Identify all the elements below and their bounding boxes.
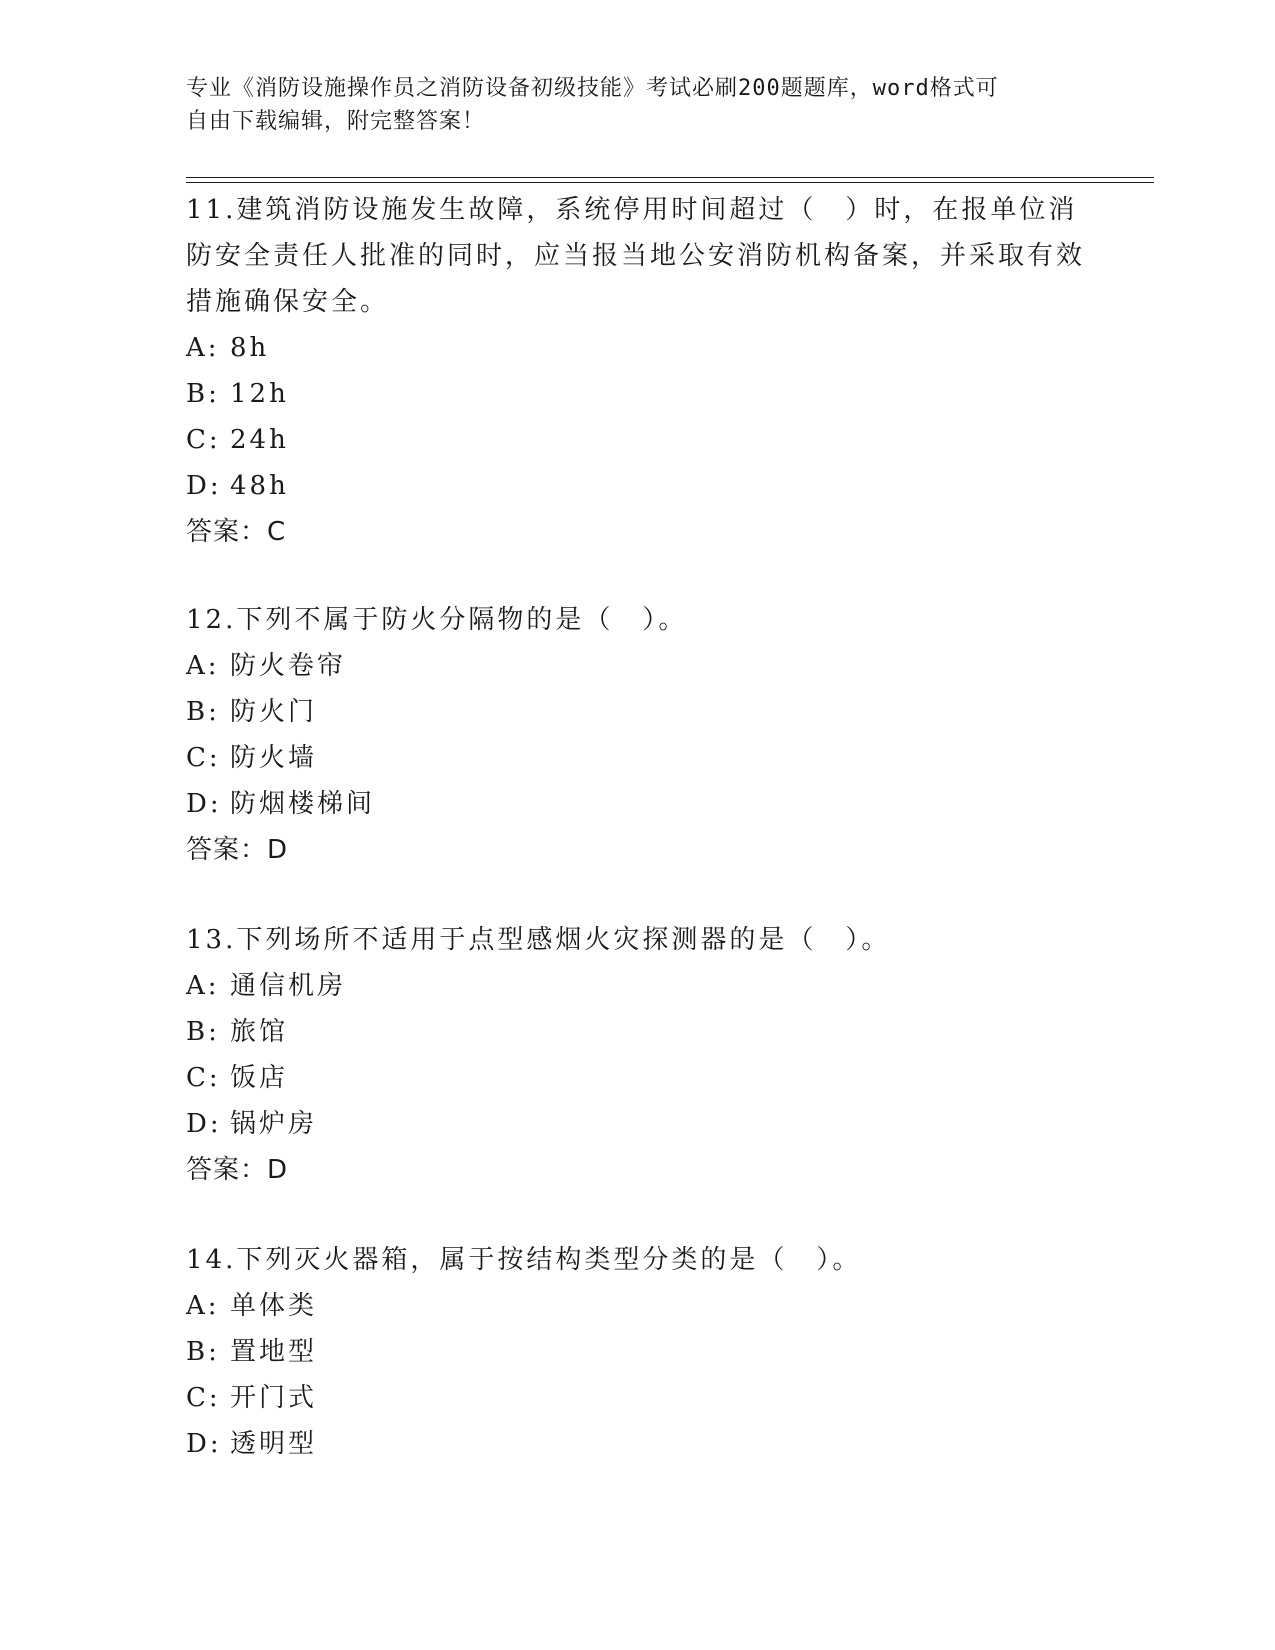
option-b [186, 371, 1086, 417]
option-letter: B: [186, 697, 220, 727]
option-letter: D: [186, 789, 222, 819]
option-text: 防火墙 [230, 743, 318, 773]
option-text: 单体类 [230, 1291, 318, 1321]
answer-line: 答案：D [186, 1155, 289, 1185]
option-text: 饭店 [230, 1063, 289, 1093]
option-letter: A: [186, 651, 220, 681]
option-letter: C: [186, 1383, 221, 1413]
option-letter: C: [186, 1063, 221, 1093]
option-text: 旅馆 [230, 1017, 289, 1047]
question-11 [186, 187, 1086, 555]
option-text: 通信机房 [230, 971, 347, 1001]
option-c [186, 1375, 1086, 1421]
option-d [186, 1101, 1086, 1147]
header-line-2: 自由下载编辑，附完整答案！ [186, 109, 486, 134]
option-letter: C: [186, 743, 221, 773]
header-line-1: 专业《消防设施操作员之消防设备初级技能》考试必刷200题题库，word格式可 [186, 76, 999, 101]
question-12 [186, 597, 1086, 873]
option-letter: B: [186, 379, 220, 409]
option-c [186, 735, 1086, 781]
option-b [186, 1329, 1086, 1375]
option-text: 24h [230, 425, 289, 455]
option-text: 锅炉房 [230, 1109, 318, 1139]
option-text: 8h [230, 333, 270, 363]
option-text: 防火门 [230, 697, 318, 727]
option-a [186, 963, 1086, 1009]
question-text: 12.下列不属于防火分隔物的是（ ）。 [186, 605, 688, 635]
option-text: 48h [230, 471, 289, 501]
option-c [186, 1055, 1086, 1101]
option-d [186, 1421, 1086, 1467]
option-a [186, 643, 1086, 689]
option-b [186, 1009, 1086, 1055]
question-text: 14.下列灭火器箱，属于按结构类型分类的是（ ）。 [186, 1245, 862, 1275]
option-text: 置地型 [230, 1337, 318, 1367]
option-b [186, 689, 1086, 735]
option-d [186, 463, 1086, 509]
option-letter: B: [186, 1337, 220, 1367]
header-divider-top [186, 177, 1154, 178]
document-header [186, 72, 1066, 138]
option-letter: C: [186, 425, 221, 455]
option-letter: B: [186, 1017, 220, 1047]
option-c [186, 417, 1086, 463]
answer-line: 答案：D [186, 835, 289, 865]
option-letter: D: [186, 471, 222, 501]
option-letter: A: [186, 971, 220, 1001]
option-text: 防烟楼梯间 [230, 789, 376, 819]
option-letter: D: [186, 1429, 222, 1459]
answer-line: 答案：C [186, 517, 287, 547]
question-text: 13.下列场所不适用于点型感烟火灾探测器的是（ ）。 [186, 925, 891, 955]
option-text: 12h [230, 379, 289, 409]
option-text: 透明型 [230, 1429, 318, 1459]
option-letter: A: [186, 333, 220, 363]
question-13 [186, 917, 1086, 1193]
option-text: 开门式 [230, 1383, 318, 1413]
question-14 [186, 1237, 1086, 1467]
option-text: 防火卷帘 [230, 651, 347, 681]
option-a [186, 325, 1086, 371]
option-letter: A: [186, 1291, 220, 1321]
header-divider-bottom [186, 182, 1154, 183]
option-d [186, 781, 1086, 827]
option-letter: D: [186, 1109, 222, 1139]
question-text: 11.建筑消防设施发生故障，系统停用时间超过（ ）时，在报单位消防安全责任人批准的同时，应当报当地公安消防机构备案，并采取有效措施确保安全。 [186, 195, 1086, 317]
option-a [186, 1283, 1086, 1329]
